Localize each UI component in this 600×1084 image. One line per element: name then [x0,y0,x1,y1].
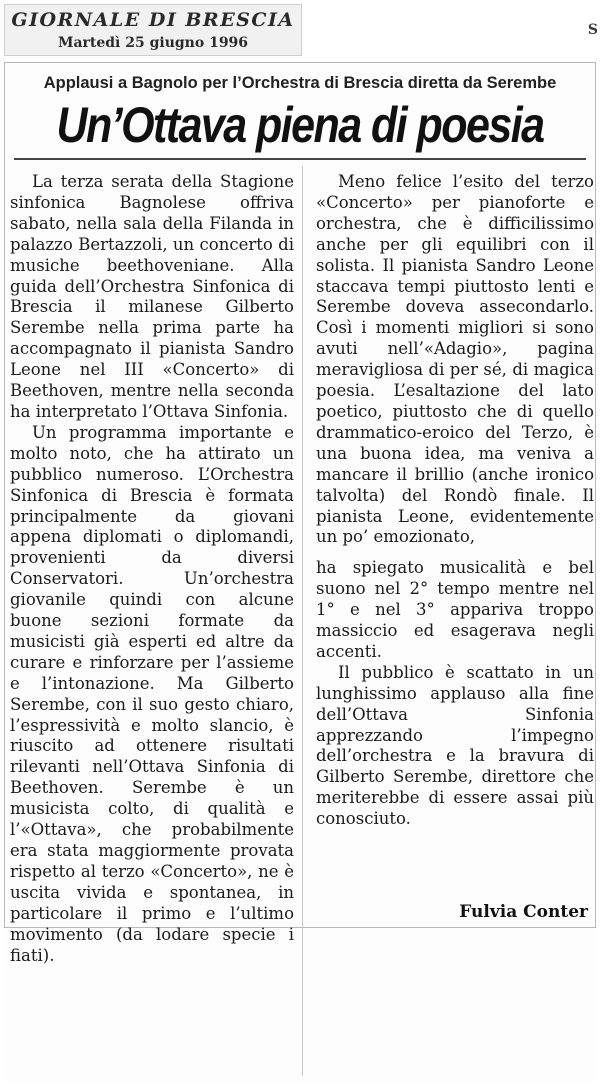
right-column [316,172,594,830]
article-headline: Un’Ottava piena di poesia [56,97,544,153]
paragraph-continued: ha spiegato musicalità e bel suono nel 2° tempo mentre nel 1° e nel 3° appariva troppo massiccio ed esagerava negli accenti. [316,558,594,661]
column-divider [302,166,303,1076]
edge-fragment: S [587,22,598,38]
paragraph: Un programma importante e molto noto, che ha attirato un pubblico numeroso. L’Orchestra Sinfonica di Brescia è formata principalmente da giovani appena diplomati o diplomandi, provenienti da diversi Conservatori. Un’orchestra giovanile quindi con alcune buone sezioni formate da musicisti già esperti ed altre da curare e rinforzare per l’assieme e l’intonazione. Ma Gilberto Serembe, con il suo gesto chiaro, l’espressività e molto slancio, è riuscito ad ottenere risultati rilevanti nell’Ottava Sinfonia di Beethoven. Serembe è un musicista colto, di qualità e l’«Ottava», che probabilmente era stata maggiormente provata rispetto al terzo «Concerto», ne è uscita vivida e spontanea, in particolare il primo e l’ultimo movimento (da lodare specie i fiati). [10,422,294,965]
headline-rule [14,158,586,160]
left-column [10,172,294,966]
column-gap [316,548,594,558]
article-kicker: Applausi a Bagnolo per l’Orchestra di Brescia diretta da Serembe [43,74,557,92]
paragraph: La terza serata della Stagione sinfonica Bagnolese offriva sabato, nella sala della Filanda in palazzo Bertazzoli, un concerto di musiche beethoveniane. Alla guida dell’Orchestra Sinfonica di Brescia il milanese Gilberto Serembe nella prima parte ha accompagnato il pianista Sandro Leone nel III «Concerto» di Beethoven, mentre nella seconda ha interpretato l’Ottava Sinfonia. [10,172,294,421]
paragraph: Meno felice l’esito del terzo «Concerto» per pianoforte e orchestra, che è difficilissimo anche per gli equilibri con il solista. Il pianista Sandro Leone staccava tempi piuttosto lenti e Serembe doveva assecondarlo. Così i momenti migliori si sono avuti nell’«Adagio», pagina meravigliosa di per sé, di magica poesia. L’esaltazione del lato poetico, piuttosto che di quello drammatico-eroico del Terzo, è una buona idea, ma veniva a mancare il brillio (anche ironico talvolta) del Rondò finale. Il pianista Leone, evidentemente un po’ emozionato, [316,172,594,547]
newspaper-name: GIORNALE DI BRESCIA [11,9,295,31]
author-byline: Fulvia Conter [459,902,588,922]
masthead [4,4,302,56]
paragraph: Il pubblico è scattato in un lunghissimo applauso alla fine dell’Ottava Sinfonia apprezzando l’impegno dell’orchestra e la bravura di Gilberto Serembe, direttore che meriterebbe di essere assai più conosciuto. [316,662,594,829]
publication-date: Martedì 25 giugno 1996 [57,35,249,51]
